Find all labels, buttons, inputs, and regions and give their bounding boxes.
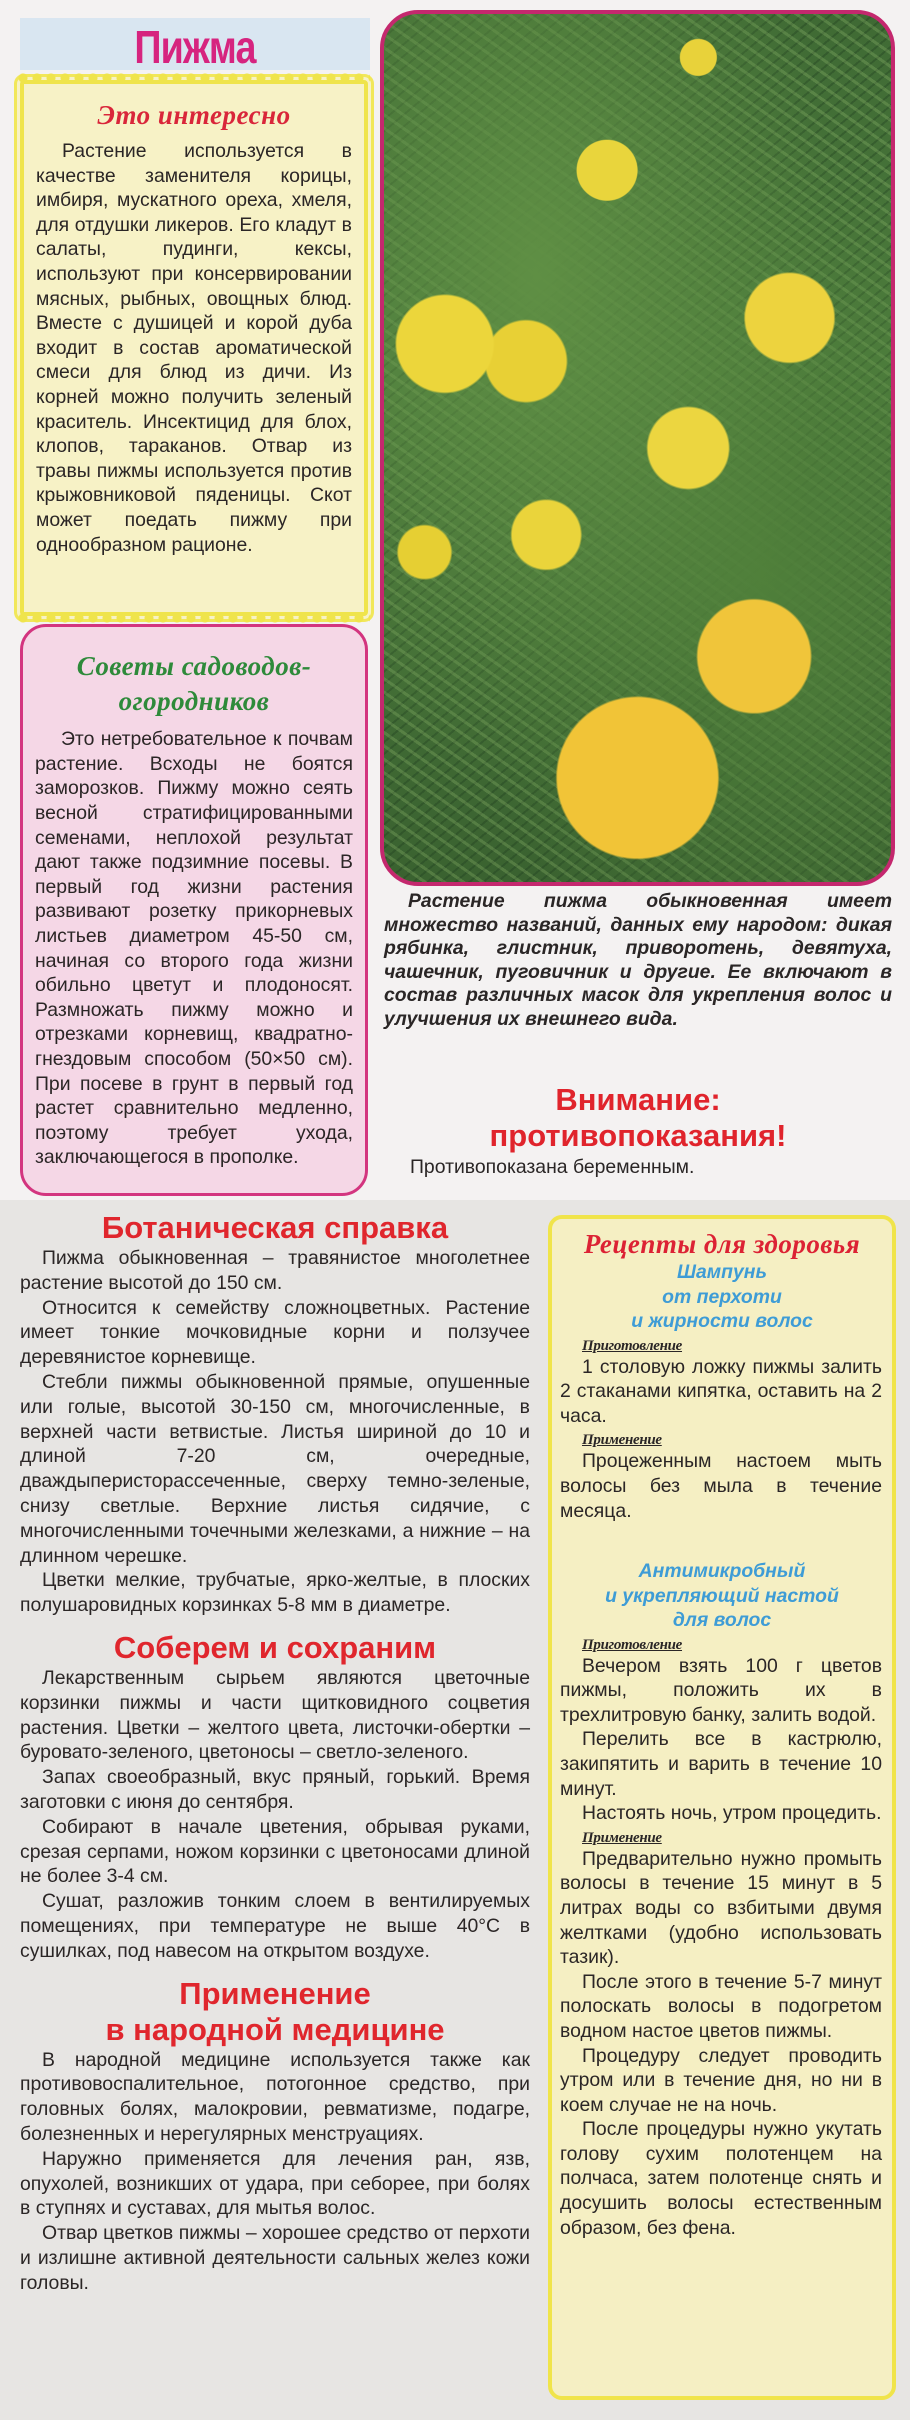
caption-text: Растение пижма обыкновенная имеет множество названий, данных ему народом: дикая рябинка, глистник, приворотень, девятуха, чашечник, пуговичник и другие. Ее включают в состав различных масок для укрепления волос и улучшения их внешнего вида. — [384, 890, 892, 1030]
recipe-1-use-label: Применение — [582, 1432, 662, 1449]
photo-caption — [384, 890, 892, 1031]
paragraph: 1 столовую ложку пижмы залить 2 стаканами кипятка, оставить на 2 часа. — [560, 1355, 882, 1427]
paragraph: Процеженным настоем мыть волосы без мыла в течение месяца. — [560, 1450, 882, 1522]
paragraph: Перелить все в кастрюлю, закипятить и варить в течение 10 минут. — [560, 1728, 882, 1800]
recipe-1-prep — [552, 1355, 892, 1429]
paragraph: Растение используется в качестве заменителя корицы, имбиря, мускатного ореха, хмеля, для отдушки ликеров. Его кладут в салаты, пудинги, кексы, используют при консервировании мясных, рыбных, овощных блюд. Вместе с душицей и корой дуба входит в состав ароматической смеси для блюд из дичи. Из корней можно получить зеленый краситель. Инсектицид для блох, клопов, тараканов. Отвар из травы пижмы используется против крыжовниковой пяденицы. Скот может поедать пижму при однообразном рационе. — [36, 140, 352, 556]
paragraph: Это нетребовательное к почвам растение. Всходы не боятся заморозков. Пижму можно сеять весной стратифицированными семенами, неплохой результат дают также подзимние посевы. В первый год жизни растения развивают розетку прикорневых листьев диаметром 45-50 см, начиная со второго года жизни обильно цветут и плодоносят. Размножать пижму можно и отрезками корневищ, квадратно-гнездовым способом (50×50 см). При посеве в грунт в первый год растет сравнительно медленно, поэтому требует ухода, заключающегося в прополке. — [35, 728, 353, 1169]
title-banner — [20, 18, 370, 73]
paragraph: Процедуру следует проводить утром или в течение дня, но ни в коем случае не на ночь. — [560, 2044, 882, 2116]
paragraph: Лекарственным сырьем являются цветочные корзинки пижмы и части щитковидного соцветия растения. Цветки – желтого цвета, листочки-обертки – буровато-зеленого, цветоносы – светло-зеленого. — [20, 1666, 530, 1764]
warning-heading — [384, 1082, 892, 1154]
tips-text — [23, 719, 365, 1170]
paragraph: Стебли пижмы обыкновенной прямые, опушенные или голые, высотой 30-150 см, многочисленные, в верхней части ветвистые. Листья шириной до 10 и длиной 7-20 см, очередные, дваждыперисторассеченные, сверху темно-зеленые, снизу светлые. Верхние листья сидячие, с многочисленными точечными железками, а нижние – на длинном черешке. — [20, 1370, 530, 1567]
interesting-facts-box — [20, 80, 368, 616]
botanical-heading: Ботаническая справка — [101, 1210, 449, 1245]
recipe-title-line: и укрепляющий настой — [605, 1584, 839, 1607]
folk-heading-line2: в народной медицине — [105, 2011, 445, 2047]
paragraph: Отвар цветков пижмы – хорошее средство от перхоти и излишне активной деятельности сальных желез кожи головы. — [20, 2222, 530, 2294]
tips-heading-line1: Советы садоводов- — [76, 651, 312, 681]
recipe-1-prep-label: Приготовление — [582, 1337, 683, 1354]
collect-heading: Соберем и сохраним — [113, 1629, 437, 1665]
tips-heading — [23, 649, 365, 719]
interesting-text — [24, 131, 364, 557]
paragraph: После этого в течение 5-7 минут полоскать волосы в подогретом водном настое цветов пижмы. — [560, 1970, 882, 2042]
paragraph: В народной медицине используется также как противовоспалительное, потогонное средство, при головных болях, малокровии, ревматизме, подагре, болезненных и нерегулярных менструациях. — [20, 2048, 530, 2145]
gardening-tips-box — [20, 624, 368, 1196]
paragraph: Относится к семейству сложноцветных. Растение имеет тонкие мочковидные корни и ползучее деревянистое корневище. — [20, 1296, 530, 1369]
recipe-2-use — [552, 1847, 892, 2241]
paragraph: Запах своеобразный, вкус пряный, горький. Время заготовки с июня до сентября. — [20, 1766, 530, 1813]
recipe-title-line: и жирности волос — [631, 1310, 813, 1333]
recipe-1-title — [552, 1260, 892, 1334]
paragraph: После процедуры нужно укутать голову сухим полотенцем на полчаса, затем полотенце снять и досушить волосы естественным образом, без фена. — [560, 2118, 882, 2239]
recipes-box — [548, 1215, 896, 2400]
paragraph: Настоять ночь, утром процедить. — [582, 1802, 882, 1825]
spacer — [552, 1523, 892, 1559]
recipe-title-line: от перхоти — [662, 1285, 782, 1308]
recipe-2-prep-label: Приготовление — [582, 1636, 683, 1653]
paragraph: Сушат, разложив тонким слоем в вентилируемых помещениях, при температуре не выше 40°С в сушилках, под навесом на открытом воздухе. — [20, 1890, 530, 1962]
warning-heading-line1: Внимание: — [555, 1082, 721, 1117]
bottom-left-column — [20, 1210, 530, 2295]
botanical-text — [20, 1246, 530, 1618]
interesting-heading: Это интересно — [97, 100, 291, 130]
warning-heading-line2: противопоказания! — [489, 1118, 787, 1153]
recipe-1-use — [552, 1449, 892, 1523]
tansy-photo — [380, 10, 895, 886]
paragraph: Вечером взять 100 г цветов пижмы, положить их в трехлитровую банку, залить водой. — [560, 1654, 882, 1726]
recipe-title-line: Антимикробный — [638, 1560, 806, 1583]
paragraph: Пижма обыкновенная – травянистое многолетнее растение высотой до 150 см. — [20, 1247, 530, 1294]
recipe-2-use-label: Применение — [582, 1829, 662, 1846]
folk-heading-line1: Применение — [179, 1975, 371, 2011]
paragraph: Наружно применяется для лечения ран, язв, опухолей, возникших от удара, при себорее, при болях в ступнях и суставах, для мытья волос. — [20, 2147, 530, 2220]
folk-medicine-heading — [20, 1976, 530, 2048]
tips-heading-line2: огородников — [118, 686, 270, 717]
paragraph: Цветки мелкие, трубчатые, ярко-желтые, в плоских полушаровидных корзинках 5-8 мм в диаметре. — [20, 1569, 530, 1617]
collect-text — [20, 1666, 530, 1964]
recipe-title-line: Шампунь — [677, 1261, 767, 1284]
recipe-title-line: для волос — [672, 1609, 772, 1632]
page-title: Пижма — [134, 21, 256, 73]
folk-medicine-text — [20, 2048, 530, 2296]
recipes-heading: Рецепты для здоровья — [583, 1229, 861, 1259]
paragraph: Предварительно нужно промыть волосы в течение 15 минут в 5 литрах воды со взбитыми двумя желтками (удобно использовать тазик). — [560, 1847, 882, 1969]
recipe-2-title — [552, 1559, 892, 1633]
paragraph: Собирают в начале цветения, обрывая руками, срезая серпами, ножом корзинки с цветоносами длиной не более 3-4 см. — [20, 1815, 530, 1888]
recipe-2-prep — [552, 1654, 892, 1826]
warning-text: Противопоказана беременным. — [410, 1156, 695, 1178]
